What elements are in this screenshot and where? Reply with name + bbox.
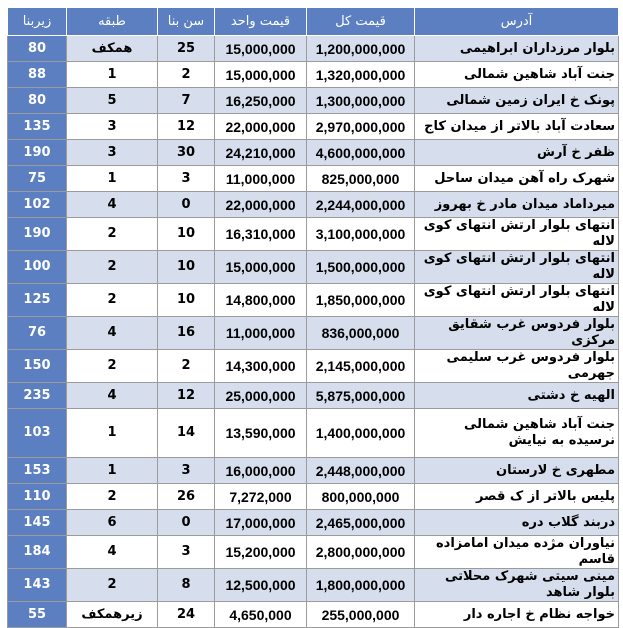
area-cell: 76 — [8, 317, 67, 350]
address-cell: انتهای بلوار ارتش انتهای کوی لاله — [415, 218, 619, 251]
area-cell: 100 — [8, 251, 67, 284]
building-age-cell: 3 — [158, 458, 215, 484]
total-price-cell: 2,145,000,000 — [307, 350, 415, 383]
total-price-cell: 1,500,000,000 — [307, 251, 415, 284]
building-age-cell: 16 — [158, 317, 215, 350]
address-cell: الهیه خ دشتی — [415, 383, 619, 409]
building-age-cell: 3 — [158, 166, 215, 192]
unit-price-cell: 16,000,000 — [215, 458, 307, 484]
floor-cell: 4 — [67, 536, 158, 569]
total-price-cell: 1,320,000,000 — [307, 62, 415, 88]
total-price-cell: 1,850,000,000 — [307, 284, 415, 317]
unit-price-cell: 12,500,000 — [215, 569, 307, 602]
floor-cell: 3 — [67, 140, 158, 166]
area-cell: 55 — [8, 602, 67, 628]
total-price-cell: 2,970,000,000 — [307, 114, 415, 140]
floor-cell: 2 — [67, 350, 158, 383]
area-cell: 80 — [8, 36, 67, 62]
unit-price-cell: 17,000,000 — [215, 510, 307, 536]
header-area: زیربنا — [8, 8, 67, 36]
floor-cell: 4 — [67, 317, 158, 350]
table-row — [8, 409, 619, 458]
address-cell: انتهای بلوار ارتش انتهای کوی لاله — [415, 251, 619, 284]
area-cell: 110 — [8, 484, 67, 510]
total-price-cell: 5,875,000,000 — [307, 383, 415, 409]
building-age-cell: 12 — [158, 383, 215, 409]
building-age-cell: 25 — [158, 36, 215, 62]
total-price-cell: 1,400,000,000 — [307, 409, 415, 458]
floor-cell: 2 — [67, 251, 158, 284]
table-row — [8, 458, 619, 484]
address-cell: بلوار فردوس غرب شقایق مرکزی — [415, 317, 619, 350]
address-cell: پونک خ ایران زمین شمالی — [415, 88, 619, 114]
header-floor: طبقه — [67, 8, 158, 36]
table-row — [8, 284, 619, 317]
area-cell: 103 — [8, 409, 67, 458]
floor-cell: 4 — [67, 383, 158, 409]
table-row — [8, 192, 619, 218]
floor-cell: 3 — [67, 114, 158, 140]
total-price-cell: 3,100,000,000 — [307, 218, 415, 251]
unit-price-cell: 7,272,000 — [215, 484, 307, 510]
header-total-price: قیمت کل — [307, 8, 415, 36]
floor-cell: 4 — [67, 192, 158, 218]
address-cell: جنت آباد شاهین شمالی — [415, 62, 619, 88]
building-age-cell: 2 — [158, 62, 215, 88]
address-cell: ظفر خ آرش — [415, 140, 619, 166]
floor-cell: 1 — [67, 458, 158, 484]
table-row — [8, 317, 619, 350]
total-price-cell: 4,600,000,000 — [307, 140, 415, 166]
table-row — [8, 140, 619, 166]
area-cell: 75 — [8, 166, 67, 192]
building-age-cell: 10 — [158, 251, 215, 284]
total-price-cell: 2,448,000,000 — [307, 458, 415, 484]
address-cell: جنت آباد شاهین شمالی نرسیده به نیایش — [415, 409, 619, 458]
unit-price-cell: 16,250,000 — [215, 88, 307, 114]
total-price-cell: 1,200,000,000 — [307, 36, 415, 62]
total-price-cell: 825,000,000 — [307, 166, 415, 192]
floor-cell: 2 — [67, 569, 158, 602]
floor-cell: 1 — [67, 166, 158, 192]
area-cell: 80 — [8, 88, 67, 114]
area-cell: 145 — [8, 510, 67, 536]
address-cell: پلیس بالاتر از ک قصر — [415, 484, 619, 510]
area-cell: 190 — [8, 140, 67, 166]
table-row — [8, 114, 619, 140]
table-row — [8, 510, 619, 536]
table-row — [8, 251, 619, 284]
floor-cell: همکف — [67, 36, 158, 62]
unit-price-cell: 13,590,000 — [215, 409, 307, 458]
building-age-cell: 14 — [158, 409, 215, 458]
unit-price-cell: 11,000,000 — [215, 317, 307, 350]
area-cell: 102 — [8, 192, 67, 218]
floor-cell: 2 — [67, 218, 158, 251]
unit-price-cell: 15,000,000 — [215, 62, 307, 88]
table-row — [8, 383, 619, 409]
total-price-cell: 2,800,000,000 — [307, 536, 415, 569]
unit-price-cell: 15,000,000 — [215, 251, 307, 284]
unit-price-cell: 22,000,000 — [215, 192, 307, 218]
address-cell: نیاوران مژده میدان امامزاده قاسم — [415, 536, 619, 569]
address-cell: مینی سیتی شهرک محلاتی بلوار شاهد — [415, 569, 619, 602]
unit-price-cell: 15,200,000 — [215, 536, 307, 569]
address-cell: انتهای بلوار ارتش انتهای کوی لاله — [415, 284, 619, 317]
building-age-cell: 0 — [158, 510, 215, 536]
unit-price-cell: 24,210,000 — [215, 140, 307, 166]
table-row — [8, 536, 619, 569]
unit-price-cell: 16,310,000 — [215, 218, 307, 251]
floor-cell: 6 — [67, 510, 158, 536]
area-cell: 235 — [8, 383, 67, 409]
building-age-cell: 26 — [158, 484, 215, 510]
area-cell: 153 — [8, 458, 67, 484]
table-row — [8, 88, 619, 114]
table-row — [8, 484, 619, 510]
area-cell: 88 — [8, 62, 67, 88]
building-age-cell: 7 — [158, 88, 215, 114]
unit-price-cell: 4,650,000 — [215, 602, 307, 628]
floor-cell: زیرهمکف — [67, 602, 158, 628]
table-row — [8, 166, 619, 192]
address-cell: دربند گلاب دره — [415, 510, 619, 536]
address-cell: سعادت آباد بالاتر از میدان کاج — [415, 114, 619, 140]
unit-price-cell: 11,000,000 — [215, 166, 307, 192]
listing-table — [7, 7, 619, 628]
total-price-cell: 2,244,000,000 — [307, 192, 415, 218]
area-cell: 125 — [8, 284, 67, 317]
floor-cell: 2 — [67, 484, 158, 510]
total-price-cell: 1,300,000,000 — [307, 88, 415, 114]
table-row — [8, 62, 619, 88]
area-cell: 135 — [8, 114, 67, 140]
unit-price-cell: 15,000,000 — [215, 36, 307, 62]
floor-cell: 5 — [67, 88, 158, 114]
area-cell: 190 — [8, 218, 67, 251]
floor-cell: 2 — [67, 284, 158, 317]
address-cell: بلوار مرزداران ابراهیمی — [415, 36, 619, 62]
table-row — [8, 218, 619, 251]
header-building-age: سن بنا — [158, 8, 215, 36]
table-row — [8, 36, 619, 62]
area-cell: 143 — [8, 569, 67, 602]
building-age-cell: 12 — [158, 114, 215, 140]
building-age-cell: 24 — [158, 602, 215, 628]
address-cell: خواجه نظام خ اجاره دار — [415, 602, 619, 628]
address-cell: مطهری خ لارستان — [415, 458, 619, 484]
area-cell: 150 — [8, 350, 67, 383]
total-price-cell: 2,465,000,000 — [307, 510, 415, 536]
address-cell: میرداماد میدان مادر خ بهروز — [415, 192, 619, 218]
floor-cell: 1 — [67, 409, 158, 458]
header-address: آدرس — [415, 8, 619, 36]
total-price-cell: 800,000,000 — [307, 484, 415, 510]
unit-price-cell: 22,000,000 — [215, 114, 307, 140]
table-row — [8, 602, 619, 628]
building-age-cell: 3 — [158, 536, 215, 569]
table-row — [8, 569, 619, 602]
total-price-cell: 1,800,000,000 — [307, 569, 415, 602]
header-unit-price: قیمت واحد — [215, 8, 307, 36]
total-price-cell: 255,000,000 — [307, 602, 415, 628]
building-age-cell: 10 — [158, 284, 215, 317]
building-age-cell: 10 — [158, 218, 215, 251]
area-cell: 184 — [8, 536, 67, 569]
floor-cell: 1 — [67, 62, 158, 88]
building-age-cell: 8 — [158, 569, 215, 602]
header-row — [8, 8, 619, 36]
unit-price-cell: 14,800,000 — [215, 284, 307, 317]
unit-price-cell: 14,300,000 — [215, 350, 307, 383]
address-cell: بلوار فردوس غرب سلیمی جهرمی — [415, 350, 619, 383]
building-age-cell: 0 — [158, 192, 215, 218]
address-cell: شهرک راه آهن میدان ساحل — [415, 166, 619, 192]
table-row — [8, 350, 619, 383]
building-age-cell: 2 — [158, 350, 215, 383]
unit-price-cell: 25,000,000 — [215, 383, 307, 409]
building-age-cell: 30 — [158, 140, 215, 166]
total-price-cell: 836,000,000 — [307, 317, 415, 350]
